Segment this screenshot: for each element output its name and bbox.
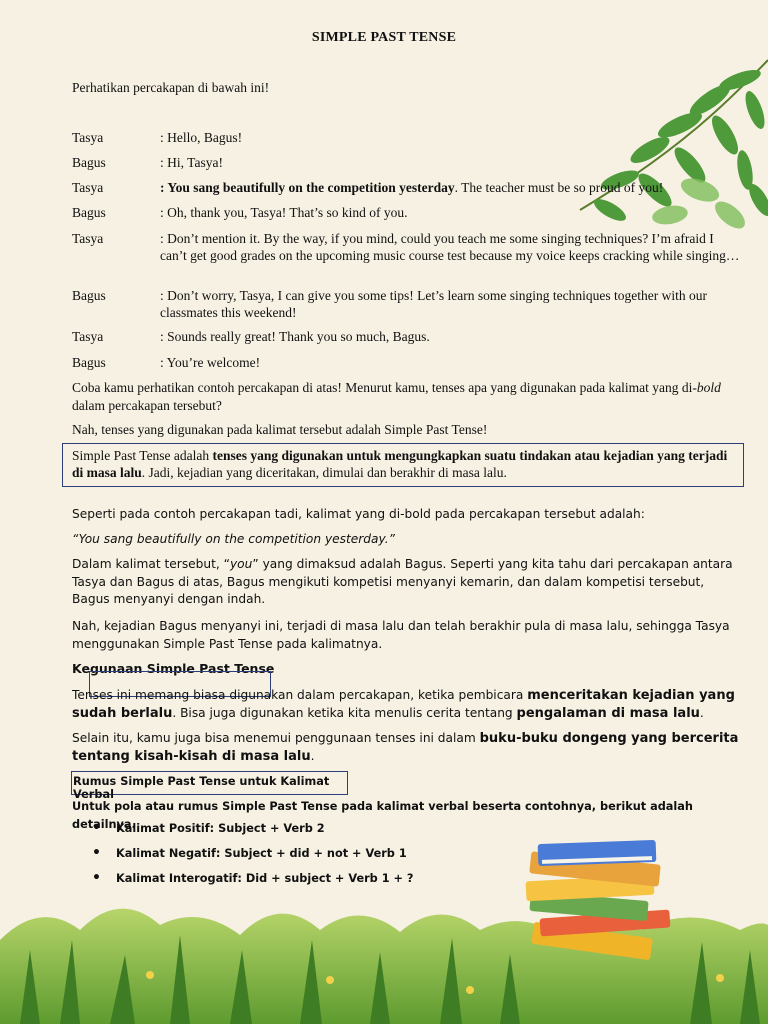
formula-heading: Rumus Simple Past Tense untuk Kalimat Verbal <box>73 775 330 801</box>
dialogue-line: : You sang beautifully on the competition yesterday. The teacher must be so proud of you! <box>160 180 664 195</box>
question-paragraph: Coba kamu perhatikan contoh percakapan di atas! Menurut kamu, tenses apa yang digunakan pada kalimat yang di-bold dalam percakapan tersebut? <box>72 380 721 413</box>
dialogue-line: : Hello, Bagus! <box>160 130 243 145</box>
books-stack-illustration <box>520 838 680 978</box>
dialogue-speaker: Bagus <box>72 205 106 220</box>
dialogue-speaker: Tasya <box>72 180 104 195</box>
dialogue-speaker: Tasya <box>72 329 104 344</box>
explanation-paragraph: Dalam kalimat tersebut, “you” yang dimaksud adalah Bagus. Seperti yang kita tahu dari percakapan antara Tasya dan Bagus di atas, Bagus mengikuti kompetisi menyanyi kemarin, dan dalam kompetisi tersebut, Bagus menyanyi dengan indah. <box>72 557 733 606</box>
example-intro: Seperti pada contoh percakapan tadi, kalimat yang di-bold pada percakapan tersebut adalah: <box>72 507 645 521</box>
usage-heading: Kegunaan Simple Past Tense <box>72 661 275 676</box>
dialogue-speaker: Tasya <box>72 130 104 145</box>
definition-text: Simple Past Tense adalah tenses yang digunakan untuk mengungkapkan suatu tindakan atau kejadian yang terjadi di masa lalu. Jadi, kejadian yang diceritakan, dimulai dan berakhir di masa lalu. <box>72 448 728 480</box>
list-item: • Kalimat Interogatif: Did + subject + Verb 1 + ? <box>92 872 413 897</box>
dialogue-line: : Sounds really great! Thank you so much, Bagus. <box>160 329 430 344</box>
formula-list <box>92 822 413 897</box>
dialogue-line: : Hi, Tasya! <box>160 155 223 170</box>
dialogue-speaker: Bagus <box>72 288 106 303</box>
definition-box <box>62 443 744 487</box>
formula-heading-box <box>71 771 348 801</box>
dialogue-speaker: Bagus <box>72 155 106 170</box>
conclusion-paragraph: Nah, kejadian Bagus menyanyi ini, terjadi di masa lalu dan telah berakhir pula di masa lalu, sehingga Tasya menggunakan Simple Past Tense pada kalimatnya. <box>72 619 730 651</box>
dialogue-line: : Don’t mention it. By the way, if you mind, could you teach me some singing techniques? I’m afraid I can’t get good grades on the upcoming music course test because my voice keeps cracking while singing… <box>160 231 740 263</box>
example-quote: “You sang beautifully on the competition yesterday.” <box>72 532 395 546</box>
intro-text: Perhatikan percakapan di bawah ini! <box>72 80 270 95</box>
list-item: • Kalimat Positif: Subject + Verb 2 <box>92 822 413 847</box>
usage-paragraph-1: Tenses ini memang biasa digunakan dalam percakapan, ketika pembicara menceritakan kejadian yang sudah berlalu. Bisa juga digunakan ketika kita menulis cerita tentang pengalaman di masa lalu. <box>72 688 735 721</box>
dialogue-speaker: Bagus <box>72 355 106 370</box>
answer-paragraph: Nah, tenses yang digunakan pada kalimat tersebut adalah Simple Past Tense! <box>72 422 488 437</box>
usage-paragraph-2: Selain itu, kamu juga bisa menemui penggunaan tenses ini dalam buku-buku dongeng yang bercerita tentang kisah-kisah di masa lalu. <box>72 731 739 764</box>
dialogue-line: : You’re welcome! <box>160 355 261 370</box>
page-title: SIMPLE PAST TENSE <box>311 30 457 45</box>
dialogue-line: : Oh, thank you, Tasya! That’s so kind of you. <box>160 205 408 220</box>
dialogue-speaker: Tasya <box>72 231 104 246</box>
dialogue-line: : Don’t worry, Tasya, I can give you some tips! Let’s learn some singing techniques together with our classmates this weekend! <box>160 288 707 320</box>
list-item: • Kalimat Negatif: Subject + did + not + Verb 1 <box>92 847 413 872</box>
bold-sentence: You sang beautifully on the competition yesterday <box>167 180 455 195</box>
formula-intro: Untuk pola atau rumus Simple Past Tense pada kalimat verbal beserta contohnya, berikut adalah detailnya. <box>72 800 693 831</box>
